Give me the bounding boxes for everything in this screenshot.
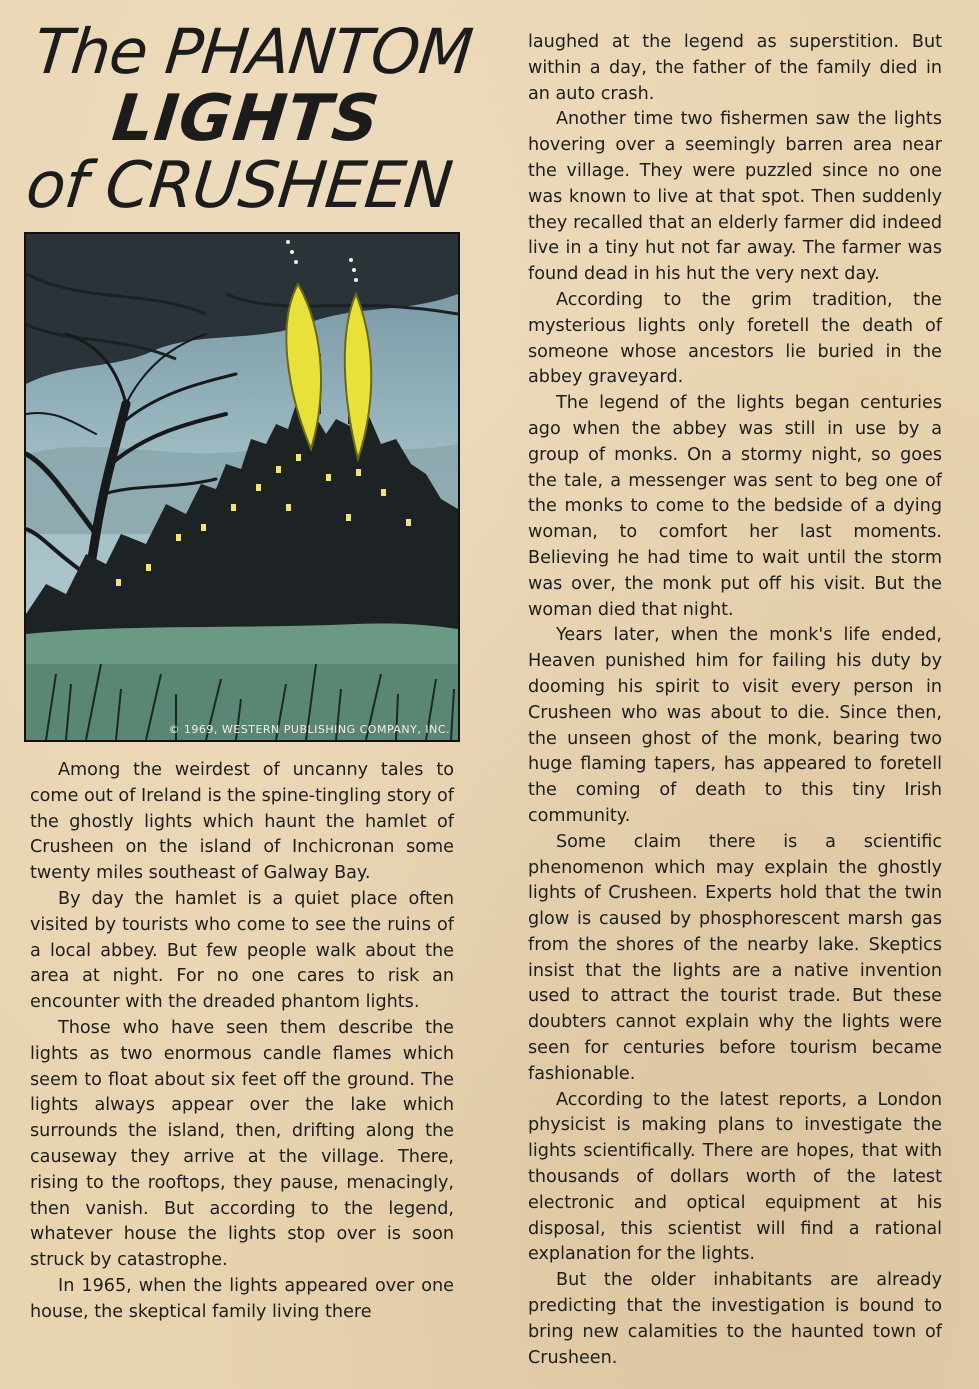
paragraph: According to the grim tradition, the mysterious lights only foretell the death of someone whose ancestors lie buried in the abbey graveyard. <box>528 289 942 388</box>
paragraph-continuation: laughed at the legend as superstition. But within a day, the father of the family died in an auto crash. <box>528 32 942 104</box>
title-line-3: of CRUSHEEN <box>22 149 456 223</box>
paragraph: According to the latest reports, a London physicist is making plans to investigate the lights scientifically. There are hopes, that with thousands of dollars worth of the latest electronic and optical equipment at his disposal, this scientist will find a rational explanation for the lights. <box>528 1089 942 1265</box>
title-line-1: The PHANTOM <box>30 15 476 88</box>
article-column-right <box>528 30 942 1371</box>
paragraph: Another time two fishermen saw the lights hovering over a seemingly barren area near the village. They were puzzled since no one was known to live at that spot. Then suddenly they recalled that an elderly farmer did indeed live in a tiny hut not far away. The farmer was found dead in his hut the very next day. <box>528 109 942 285</box>
paragraph: Those who have seen them describe the lights as two enormous candle flames which seem to float about six feet off the ground. The lights always appear over the lake which surrounds the island, then, drifting along the causeway they arrive at the village. There, rising to the rooftops, they pause, menacingly, then vanish. But according to the legend, whatever house the lights stop over is soon struck by catastrophe. <box>30 1017 454 1271</box>
paragraph: Years later, when the monk's life ended, Heaven punished him for failing his duty by dooming his spirit to visit every person in Crusheen who was about to die. Since then, the unseen ghost of the monk, bearing two huge flaming tapers, has appeared to foretell the coming of death to this tiny Irish community. <box>528 625 942 826</box>
paragraph: Among the weirdest of uncanny tales to come out of Ireland is the spine-tingling story of the ghostly lights which haunt the hamlet of Crusheen on the island of Inchicronan some twenty miles southeast of Galway Bay. <box>30 760 454 884</box>
illustration-panel <box>24 232 460 742</box>
paragraph: But the older inhabitants are already predicting that the investigation is bound to bring new calamities to the haunted town of Crusheen. <box>528 1270 942 1368</box>
paragraph: In 1965, when the lights appeared over one house, the skeptical family living there <box>30 1275 454 1322</box>
copyright-notice: © 1969, WESTERN PUBLISHING COMPANY, INC. <box>168 723 450 736</box>
article-column-left <box>30 758 454 1326</box>
night-scene-illustration <box>26 234 458 740</box>
paragraph: Some claim there is a scientific phenomenon which may explain the ghostly lights of Crusheen. Experts hold that the twin glow is caused by phosphorescent marsh gas from the shores of the nearby lake. Skeptics insist that the lights are a native invention used to attract the tourist trade. But these doubters cannot explain why the lights were seen for centuries before tourism became fashionable. <box>528 831 942 1084</box>
paragraph: By day the hamlet is a quiet place often visited by tourists who come to see the ruins of a local abbey. But few people walk about the area at night. For no one cares to risk an encounter with the dreaded phantom lights. <box>30 888 454 1013</box>
paragraph: The legend of the lights began centuries ago when the abbey was still in use by a group of monks. On a stormy night, so goes the tale, a messenger was sent to beg one of the monks to come to the bedside of a dying woman, to comfort her last moments. Believing he had time to wait until the storm was over, the monk put off his visit. But the woman died that night. <box>528 393 942 620</box>
article-title <box>15 15 476 223</box>
title-line-2: LIGHTS <box>108 82 384 156</box>
